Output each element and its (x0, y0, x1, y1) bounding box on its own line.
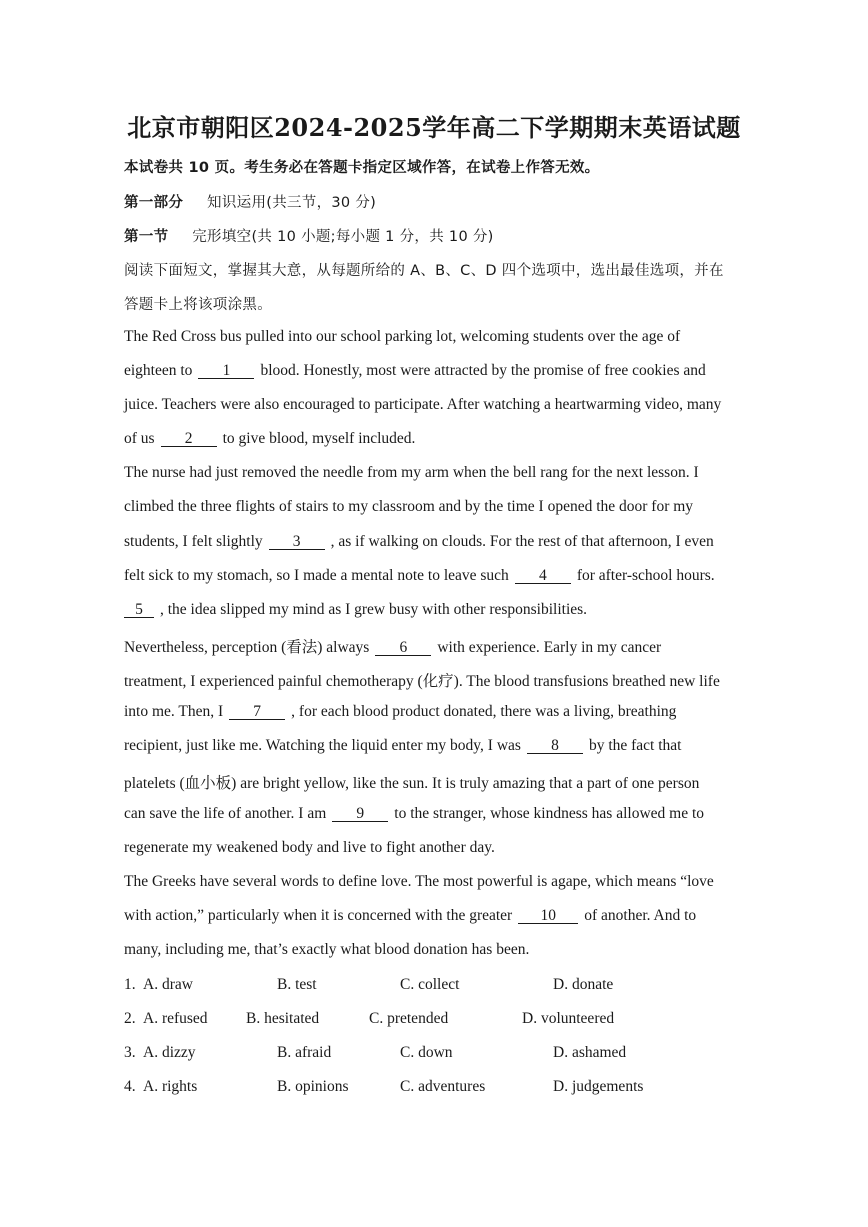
passage-text: of another. And to (584, 907, 697, 924)
part-heading (124, 191, 376, 212)
blank-8: 8 (527, 739, 583, 754)
blank-9: 9 (332, 807, 388, 822)
passage-text: to the stranger, whose kindness has allowed me to (394, 805, 705, 822)
option-a[interactable]: A. refused (143, 1010, 208, 1027)
option-a[interactable]: A. rights (143, 1078, 198, 1095)
blank-10: 10 (518, 909, 578, 924)
question-row-1 (124, 976, 744, 998)
passage-text: of us (124, 430, 155, 447)
instruction-line-1: 阅读下面短文，掌握其大意，从每题所给的 A、B、C、D 四个选项中，选出最佳选项，并在 (124, 263, 724, 279)
question-row-4 (124, 1078, 744, 1100)
passage-text: eighteen to (124, 362, 193, 379)
passage-line: regenerate my weakened body and live to fight another day. (124, 839, 495, 856)
passage-text: by the fact that (588, 737, 682, 754)
part-label: 第一部分 (124, 195, 184, 211)
question-number: 2. (124, 1010, 136, 1027)
option-a[interactable]: A. draw (143, 976, 193, 993)
passage-text: for after-school hours. (576, 567, 715, 584)
option-d[interactable]: D. ashamed (553, 1044, 627, 1061)
passage-line: The nurse had just removed the needle from my arm when the bell rang for the next lesson. I (124, 464, 699, 481)
passage-text: can save the life of another. I am (124, 805, 327, 822)
question-number: 3. (124, 1044, 136, 1061)
section-name: 完形填空(共 10 小题;每小题 1 分，共 10 分) (192, 229, 494, 245)
option-b[interactable]: B. hesitated (246, 1010, 320, 1027)
question-number: 1. (124, 976, 136, 993)
passage-line (124, 362, 706, 380)
option-d[interactable]: D. volunteered (522, 1010, 615, 1027)
blank-5: 5 (124, 603, 154, 618)
option-d[interactable]: D. judgements (553, 1078, 644, 1095)
question-row-3 (124, 1044, 744, 1066)
passage-line (124, 601, 587, 619)
intro-text: 本试卷共 10 页。考生务必在答题卡指定区域作答，在试卷上作答无效。 (124, 160, 600, 176)
passage-text: recipient, just like me. Watching the liquid enter my body, I was (124, 737, 521, 754)
passage-text: into me. Then, I (124, 703, 224, 720)
option-d[interactable]: D. donate (553, 976, 614, 993)
passage-line: platelets (血小板) are bright yellow, like the sun. It is truly amazing that a part of one person (124, 775, 700, 792)
section-label: 第一节 (124, 229, 169, 245)
passage-line: The Red Cross bus pulled into our school parking lot, welcoming students over the age of (124, 328, 681, 345)
passage-line (124, 907, 696, 925)
part-name: 知识运用(共三节，30 分) (207, 195, 377, 211)
option-b[interactable]: B. opinions (277, 1078, 349, 1095)
question-row-2 (124, 1010, 744, 1032)
passage-text: Nevertheless, perception (看法) always (124, 639, 370, 656)
passage-text: , for each blood product donated, there was a living, breathing (291, 703, 677, 720)
option-a[interactable]: A. dizzy (143, 1044, 196, 1061)
passage-text: with experience. Early in my cancer (437, 639, 662, 656)
passage-text: students, I felt slightly (124, 533, 263, 550)
passage-text: , the idea slipped my mind as I grew busy with other responsibilities. (160, 601, 588, 618)
option-c[interactable]: C. pretended (369, 1010, 449, 1027)
passage-line (124, 533, 714, 551)
option-c[interactable]: C. down (400, 1044, 453, 1061)
blank-1: 1 (198, 364, 254, 379)
passage-line: treatment, I experienced painful chemotherapy (化疗). The blood transfusions breathed new life (124, 673, 720, 690)
page-title: 北京市朝阳区2024-2025学年高二下学期期末英语试题 (127, 113, 741, 142)
passage-line (124, 737, 681, 755)
passage-text: felt sick to my stomach, so I made a mental note to leave such (124, 567, 509, 584)
option-c[interactable]: C. adventures (400, 1078, 486, 1095)
exam-intro (124, 156, 599, 177)
instruction-line-2: 答题卡上将该项涂黑。 (124, 297, 272, 313)
passage-line: climbed the three flights of stairs to my classroom and by the time I opened the door for my (124, 498, 694, 515)
section-heading (124, 225, 494, 246)
passage-line (124, 430, 415, 448)
passage-text: , as if walking on clouds. For the rest of that afternoon, I even (330, 533, 714, 550)
passage-line (124, 703, 676, 721)
passage-text: blood. Honestly, most were attracted by the promise of free cookies and (260, 362, 706, 379)
passage-line (124, 805, 704, 823)
option-c[interactable]: C. collect (400, 976, 460, 993)
passage-line: The Greeks have several words to define love. The most powerful is agape, which means “love (124, 873, 714, 890)
passage-line: juice. Teachers were also encouraged to participate. After watching a heartwarming video, many (124, 396, 722, 413)
blank-6: 6 (375, 641, 431, 656)
passage-line: many, including me, that’s exactly what blood donation has been. (124, 941, 530, 958)
passage-line (124, 635, 661, 657)
blank-3: 3 (269, 535, 325, 550)
option-b[interactable]: B. afraid (277, 1044, 332, 1061)
question-number: 4. (124, 1078, 136, 1095)
option-b[interactable]: B. test (277, 976, 317, 993)
blank-7: 7 (229, 705, 285, 720)
passage-line (124, 567, 715, 585)
passage-text: with action,” particularly when it is concerned with the greater (124, 907, 513, 924)
passage-text: to give blood, myself included. (222, 430, 416, 447)
blank-4: 4 (515, 569, 571, 584)
blank-2: 2 (161, 432, 217, 447)
